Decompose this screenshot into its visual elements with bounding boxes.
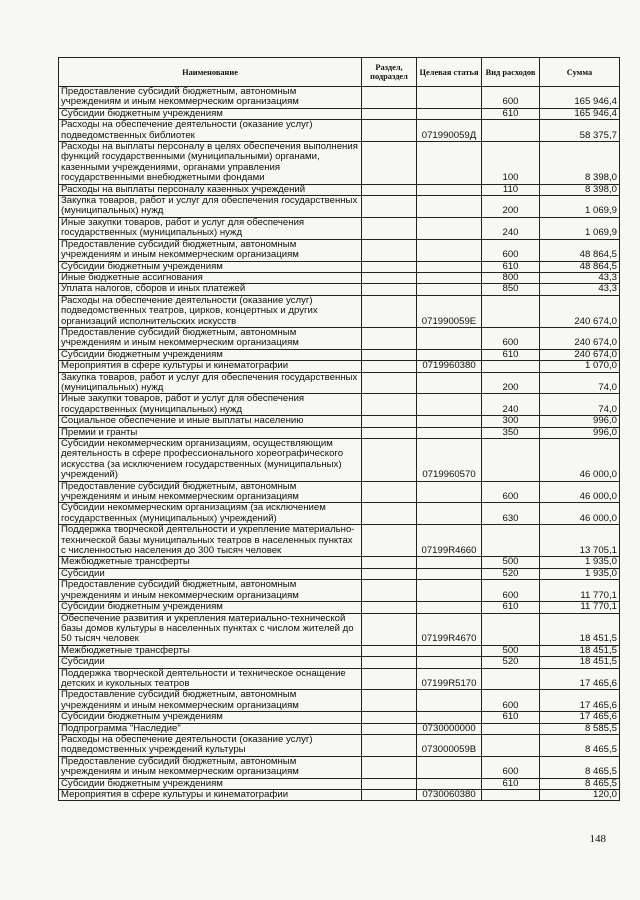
cell-name: Закупка товаров, работ и услуг для обеспечения государственных (муниципальных) нужд	[59, 372, 362, 394]
cell-type: 600	[482, 690, 540, 712]
cell-target	[417, 108, 482, 119]
cell-name: Расходы на обеспечение деятельности (оказание услуг) подведомственных библиотек	[59, 120, 362, 142]
header-section: Раздел, подраздел	[362, 58, 417, 87]
cell-target	[417, 327, 482, 349]
cell-sum: 18 451,5	[540, 613, 620, 645]
cell-target: 071990059Д	[417, 120, 482, 142]
cell-name: Поддержка творческой деятельности и техническое оснащение детских и кукольных театров	[59, 668, 362, 690]
table-row	[59, 580, 620, 602]
cell-section	[362, 239, 417, 261]
cell-type: 500	[482, 645, 540, 656]
cell-name: Субсидии некоммерческим организациям (за исключением государственных (муниципальных) учреждений)	[59, 503, 362, 525]
cell-name: Субсидии бюджетным учреждениям	[59, 349, 362, 360]
cell-target	[417, 645, 482, 656]
cell-name: Предоставление субсидий бюджетным, автономным учреждениям и иным некоммерческим организациям	[59, 327, 362, 349]
cell-target: 0719960570	[417, 439, 482, 482]
table-row	[59, 427, 620, 438]
cell-target	[417, 394, 482, 416]
cell-target	[417, 284, 482, 295]
cell-name: Закупка товаров, работ и услуг для обеспечения государственных (муниципальных) нужд	[59, 196, 362, 218]
cell-target: 0719960380	[417, 361, 482, 372]
cell-target	[417, 602, 482, 613]
cell-name: Мероприятия в сфере культуры и кинематографии	[59, 790, 362, 801]
cell-name: Межбюджетные трансферты	[59, 645, 362, 656]
cell-sum: 11 770,1	[540, 602, 620, 613]
table-row	[59, 272, 620, 283]
cell-type	[482, 120, 540, 142]
cell-sum: 18 451,5	[540, 657, 620, 668]
cell-target: 07199R4670	[417, 613, 482, 645]
cell-name: Субсидии бюджетным учреждениям	[59, 602, 362, 613]
table-row	[59, 217, 620, 239]
table-row	[59, 361, 620, 372]
cell-type: 610	[482, 261, 540, 272]
cell-section	[362, 327, 417, 349]
table-row	[59, 295, 620, 327]
cell-name: Премии и гранты	[59, 427, 362, 438]
header-name: Наименование	[59, 58, 362, 87]
cell-sum: 46 000,0	[540, 439, 620, 482]
cell-sum: 17 465,6	[540, 712, 620, 723]
cell-name: Межбюджетные трансферты	[59, 557, 362, 568]
cell-name: Подпрограмма "Наследие"	[59, 723, 362, 734]
cell-name: Расходы на выплаты персоналу в целях обеспечения выполнения функций государственными (муниципальными) органами, казенными учреждениями, органами управления государственными внебюджетными фондами	[59, 142, 362, 185]
table-row	[59, 657, 620, 668]
table-row	[59, 239, 620, 261]
cell-sum: 240 674,0	[540, 327, 620, 349]
table-row	[59, 372, 620, 394]
cell-target	[417, 239, 482, 261]
cell-type	[482, 295, 540, 327]
table-row	[59, 108, 620, 119]
cell-section	[362, 394, 417, 416]
cell-type: 850	[482, 284, 540, 295]
cell-section	[362, 349, 417, 360]
cell-type: 350	[482, 427, 540, 438]
cell-name: Расходы на обеспечение деятельности (оказание услуг) подведомственных учреждений культуры	[59, 734, 362, 756]
cell-sum: 74,0	[540, 372, 620, 394]
cell-target	[417, 416, 482, 427]
cell-section	[362, 196, 417, 218]
cell-sum: 165 946,4	[540, 87, 620, 109]
cell-name: Расходы на обеспечение деятельности (оказание услуг) подведомственных театров, цирков, концертных и других организаций исполнительских искусств	[59, 295, 362, 327]
header-target: Целевая статья	[417, 58, 482, 87]
cell-section	[362, 261, 417, 272]
cell-name: Обеспечение развития и укрепления материально-технической базы домов культуры в населенных пунктах с числом жителей до 50 тысяч человек	[59, 613, 362, 645]
table-row	[59, 439, 620, 482]
cell-target	[417, 778, 482, 789]
cell-type: 600	[482, 756, 540, 778]
table-row	[59, 196, 620, 218]
cell-type: 610	[482, 349, 540, 360]
cell-section	[362, 120, 417, 142]
cell-sum: 1 070,0	[540, 361, 620, 372]
table-row	[59, 349, 620, 360]
table-row	[59, 557, 620, 568]
cell-sum: 8 398,0	[540, 184, 620, 195]
cell-name: Социальное обеспечение и иные выплаты населению	[59, 416, 362, 427]
cell-target	[417, 712, 482, 723]
cell-target: 0730000000	[417, 723, 482, 734]
cell-name: Субсидии	[59, 568, 362, 579]
cell-sum: 120,0	[540, 790, 620, 801]
cell-section	[362, 778, 417, 789]
cell-type: 600	[482, 481, 540, 503]
cell-sum: 17 465,6	[540, 690, 620, 712]
table-row	[59, 778, 620, 789]
cell-section	[362, 613, 417, 645]
cell-type: 600	[482, 239, 540, 261]
cell-target: 073000059В	[417, 734, 482, 756]
table-row	[59, 690, 620, 712]
cell-name: Предоставление субсидий бюджетным, автономным учреждениям и иным некоммерческим организациям	[59, 481, 362, 503]
cell-sum: 43,3	[540, 272, 620, 283]
cell-type	[482, 734, 540, 756]
cell-sum: 8 585,5	[540, 723, 620, 734]
cell-target	[417, 142, 482, 185]
table-row	[59, 327, 620, 349]
header-sum: Сумма	[540, 58, 620, 87]
cell-sum: 1 935,0	[540, 568, 620, 579]
table-row	[59, 284, 620, 295]
cell-type: 800	[482, 272, 540, 283]
cell-name: Субсидии бюджетным учреждениям	[59, 261, 362, 272]
cell-target	[417, 756, 482, 778]
table-row	[59, 712, 620, 723]
cell-name: Поддержка творческой деятельности и укрепление материально-технической базы муниципальных театров в населенных пунктах с численностью населения до 300 тысяч человек	[59, 525, 362, 557]
cell-section	[362, 525, 417, 557]
cell-name: Субсидии некоммерческим организациям, осуществляющим деятельность в сфере профессионального хореографического искусства (за исключением государственных (муниципальных) учреждений)	[59, 439, 362, 482]
header-type: Вид расходов	[482, 58, 540, 87]
cell-target	[417, 580, 482, 602]
cell-type: 520	[482, 657, 540, 668]
table-row	[59, 503, 620, 525]
table-row	[59, 734, 620, 756]
cell-section	[362, 372, 417, 394]
cell-sum: 17 465,6	[540, 668, 620, 690]
cell-section	[362, 142, 417, 185]
cell-target	[417, 503, 482, 525]
cell-section	[362, 503, 417, 525]
cell-name: Предоставление субсидий бюджетным, автономным учреждениям и иным некоммерческим организациям	[59, 580, 362, 602]
cell-target	[417, 184, 482, 195]
cell-type: 610	[482, 712, 540, 723]
cell-section	[362, 557, 417, 568]
cell-type	[482, 723, 540, 734]
table-row	[59, 790, 620, 801]
cell-type	[482, 790, 540, 801]
cell-target	[417, 349, 482, 360]
cell-type	[482, 613, 540, 645]
cell-type: 600	[482, 87, 540, 109]
table-row	[59, 184, 620, 195]
cell-sum: 18 451,5	[540, 645, 620, 656]
cell-target	[417, 261, 482, 272]
cell-type: 240	[482, 217, 540, 239]
cell-type: 600	[482, 580, 540, 602]
cell-type: 240	[482, 394, 540, 416]
table-row	[59, 416, 620, 427]
cell-target	[417, 87, 482, 109]
cell-type: 110	[482, 184, 540, 195]
cell-type	[482, 668, 540, 690]
cell-type: 100	[482, 142, 540, 185]
cell-sum: 1 069,9	[540, 196, 620, 218]
table-row	[59, 645, 620, 656]
cell-name: Уплата налогов, сборов и иных платежей	[59, 284, 362, 295]
table-row	[59, 481, 620, 503]
cell-target	[417, 217, 482, 239]
table-row	[59, 723, 620, 734]
table-row	[59, 568, 620, 579]
table-row	[59, 261, 620, 272]
cell-type	[482, 361, 540, 372]
cell-section	[362, 734, 417, 756]
cell-type: 610	[482, 108, 540, 119]
cell-section	[362, 217, 417, 239]
cell-section	[362, 723, 417, 734]
cell-name: Субсидии бюджетным учреждениям	[59, 108, 362, 119]
table-row	[59, 394, 620, 416]
cell-section	[362, 657, 417, 668]
cell-section	[362, 439, 417, 482]
cell-section	[362, 427, 417, 438]
cell-sum: 165 946,4	[540, 108, 620, 119]
cell-section	[362, 87, 417, 109]
cell-target	[417, 557, 482, 568]
budget-table	[58, 57, 620, 801]
cell-sum: 74,0	[540, 394, 620, 416]
table-row	[59, 756, 620, 778]
cell-section	[362, 272, 417, 283]
cell-section	[362, 184, 417, 195]
cell-name: Мероприятия в сфере культуры и кинематографии	[59, 361, 362, 372]
cell-sum: 8 465,5	[540, 734, 620, 756]
cell-type: 610	[482, 778, 540, 789]
cell-section	[362, 284, 417, 295]
cell-name: Иные бюджетные ассигнования	[59, 272, 362, 283]
cell-sum: 43,3	[540, 284, 620, 295]
cell-target	[417, 196, 482, 218]
table-row	[59, 668, 620, 690]
cell-target: 07199R5170	[417, 668, 482, 690]
cell-section	[362, 645, 417, 656]
table-row	[59, 142, 620, 185]
cell-sum: 8 465,5	[540, 778, 620, 789]
cell-name: Иные закупки товаров, работ и услуг для обеспечения государственных (муниципальных) нужд	[59, 394, 362, 416]
cell-sum: 240 674,0	[540, 349, 620, 360]
cell-section	[362, 416, 417, 427]
cell-name: Предоставление субсидий бюджетным, автономным учреждениям и иным некоммерческим организациям	[59, 690, 362, 712]
cell-name: Предоставление субсидий бюджетным, автономным учреждениям и иным некоммерческим организациям	[59, 756, 362, 778]
cell-type: 300	[482, 416, 540, 427]
table-row	[59, 87, 620, 109]
table-body	[59, 87, 620, 801]
cell-sum: 13 705,1	[540, 525, 620, 557]
cell-section	[362, 602, 417, 613]
cell-target	[417, 272, 482, 283]
cell-target	[417, 372, 482, 394]
cell-target: 071990059Е	[417, 295, 482, 327]
cell-type: 200	[482, 196, 540, 218]
cell-name: Предоставление субсидий бюджетным, автономным учреждениям и иным некоммерческим организациям	[59, 87, 362, 109]
cell-sum: 58 375,7	[540, 120, 620, 142]
table-row	[59, 602, 620, 613]
cell-section	[362, 295, 417, 327]
cell-target: 0730060380	[417, 790, 482, 801]
cell-name: Иные закупки товаров, работ и услуг для обеспечения государственных (муниципальных) нужд	[59, 217, 362, 239]
cell-section	[362, 668, 417, 690]
cell-name: Субсидии	[59, 657, 362, 668]
cell-target	[417, 568, 482, 579]
cell-section	[362, 568, 417, 579]
cell-sum: 996,0	[540, 427, 620, 438]
cell-section	[362, 756, 417, 778]
page-number: 148	[589, 833, 606, 845]
cell-sum: 1 069,9	[540, 217, 620, 239]
cell-section	[362, 580, 417, 602]
cell-type	[482, 525, 540, 557]
cell-name: Предоставление субсидий бюджетным, автономным учреждениям и иным некоммерческим организациям	[59, 239, 362, 261]
cell-type: 500	[482, 557, 540, 568]
cell-section	[362, 108, 417, 119]
cell-target	[417, 481, 482, 503]
cell-type: 520	[482, 568, 540, 579]
cell-sum: 1 935,0	[540, 557, 620, 568]
cell-sum: 46 000,0	[540, 481, 620, 503]
cell-type: 600	[482, 327, 540, 349]
table-header-row	[59, 58, 620, 87]
cell-section	[362, 712, 417, 723]
cell-type: 630	[482, 503, 540, 525]
table-row	[59, 613, 620, 645]
cell-section	[362, 481, 417, 503]
cell-name: Субсидии бюджетным учреждениям	[59, 712, 362, 723]
cell-sum: 48 864,5	[540, 239, 620, 261]
table-row	[59, 120, 620, 142]
cell-type: 610	[482, 602, 540, 613]
cell-section	[362, 690, 417, 712]
cell-target	[417, 657, 482, 668]
cell-sum: 8 398,0	[540, 142, 620, 185]
cell-sum: 48 864,5	[540, 261, 620, 272]
cell-sum: 8 465,5	[540, 756, 620, 778]
cell-type: 200	[482, 372, 540, 394]
cell-target: 07199R4660	[417, 525, 482, 557]
cell-sum: 46 000,0	[540, 503, 620, 525]
cell-sum: 240 674,0	[540, 295, 620, 327]
cell-sum: 11 770,1	[540, 580, 620, 602]
table-row	[59, 525, 620, 557]
cell-type	[482, 439, 540, 482]
cell-target	[417, 690, 482, 712]
cell-section	[362, 790, 417, 801]
cell-target	[417, 427, 482, 438]
cell-name: Расходы на выплаты персоналу казенных учреждений	[59, 184, 362, 195]
cell-name: Субсидии бюджетным учреждениям	[59, 778, 362, 789]
cell-section	[362, 361, 417, 372]
cell-sum: 996,0	[540, 416, 620, 427]
